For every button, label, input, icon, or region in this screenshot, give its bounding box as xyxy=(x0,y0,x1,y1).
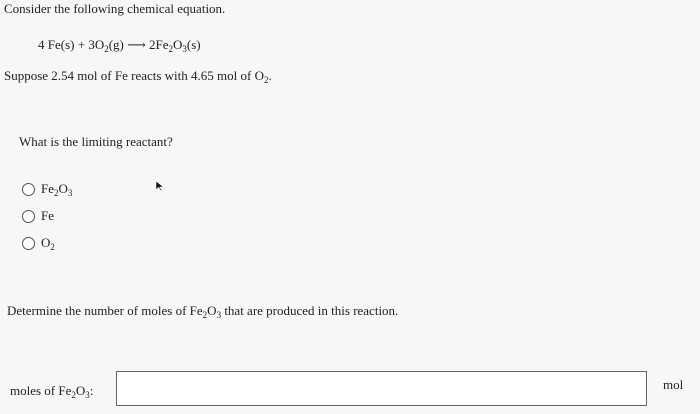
option-fe2o3[interactable] xyxy=(22,179,72,199)
radio-button[interactable] xyxy=(22,183,35,196)
question-moles-produced: Determine the number of moles of $Fe_2O_3$ that are produced in this reaction. xyxy=(7,303,399,320)
problem-statement: Suppose 2.54 mol of Fe reacts with 4.65 mol of $O_2$. xyxy=(4,68,272,85)
option-fe[interactable] xyxy=(22,206,54,226)
moles-answer-input[interactable] xyxy=(116,371,647,406)
radio-button[interactable] xyxy=(22,237,35,250)
option-o2[interactable] xyxy=(22,233,55,253)
question-limiting-reactant: What is the limiting reactant? xyxy=(19,134,173,149)
option-label: $O_2$ xyxy=(41,235,55,252)
mouse-pointer-icon xyxy=(155,180,165,192)
chemical-equation: 4 $Fe(s) + 3O_2(g)$ ⟶ $2Fe_2O_3(s)$ xyxy=(38,37,201,54)
option-label: Fe xyxy=(41,208,54,223)
unit-label: mol xyxy=(663,377,684,392)
intro-text: Consider the following chemical equation. xyxy=(4,1,226,16)
option-label: $Fe_2O_3$ xyxy=(41,181,73,198)
radio-button[interactable] xyxy=(22,210,35,223)
answer-label: moles of $Fe_2O_3$: xyxy=(10,383,94,400)
